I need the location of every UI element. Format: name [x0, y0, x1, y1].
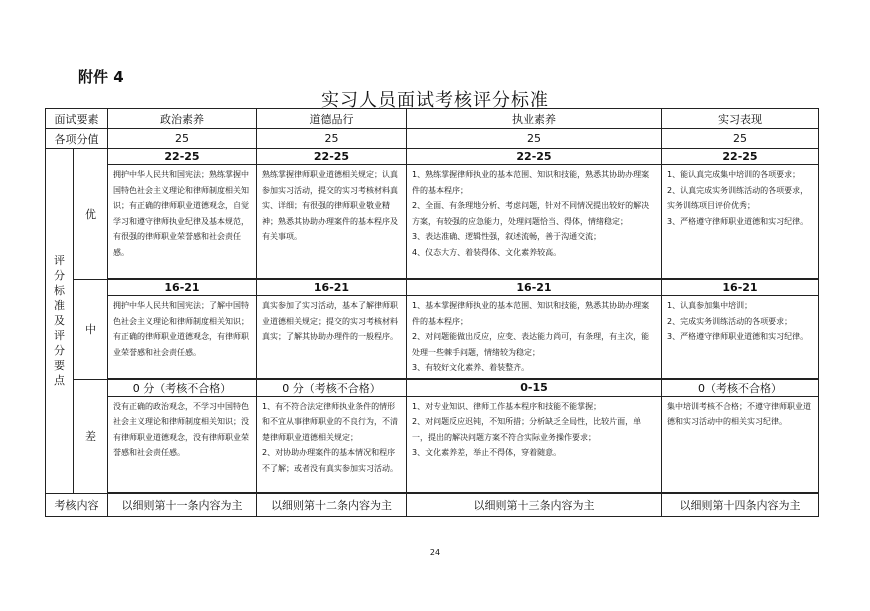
- attachment-label: 附件 4: [78, 68, 124, 86]
- criteria-cell: 1、能认真完成集中培训的各项要求； 2、认真完成实务训练活动的各项要求，实务训练项目评价优秀； 3、严格遵守律师职业道德和实习纪律。: [662, 165, 819, 279]
- criteria-cell: 拥护中华人民共和国宪法；了解中国特色社会主义理论和律师制度相关知识；有正确的律师职业道德观念，有律师职业荣誉感和社会责任感。: [108, 296, 257, 379]
- score-range: 0-15: [407, 379, 662, 396]
- group-label: 评 分 标 准 及 评 分 要 点: [46, 149, 74, 494]
- range-row-excellent: [46, 149, 819, 165]
- score-value: 25: [108, 129, 257, 149]
- level-label: 优: [74, 149, 108, 280]
- criteria-cell: 集中培训考核不合格；不遵守律师职业道德和实习活动中的相关实习纪律。: [662, 396, 819, 492]
- footer-row: [46, 493, 819, 516]
- footer-value: 以细则第十四条内容为主: [662, 493, 819, 516]
- criteria-cell: 1、认真参加集中培训； 2、完成实务训练活动的各项要求； 3、严格遵守律师职业道德和实习纪律。: [662, 296, 819, 379]
- criteria-cell: 1、熟练掌握律师执业的基本范围、知识和技能，熟悉其协助办理案件的基本程序； 2、全面、有条理地分析、考虑问题，针对不同情况提出较好的解决方案，有较强的应急能力，处理问题恰当、得体，情绪稳定； 3、表达准确、逻辑性强，叙述流畅，善于沟通交流； 4、仪态大方、着装得体、文化素养较高。: [407, 165, 662, 279]
- range-row-poor: [46, 379, 819, 396]
- criteria-cell: 真实参加了实习活动，基本了解律师职业道德相关规定；提交的实习考核材料真实；了解其协助办理件的一般程序。: [257, 296, 407, 379]
- level-label: 差: [74, 379, 108, 493]
- score-range: 22-25: [108, 149, 257, 165]
- score-range: 0 分（考核不合格）: [108, 379, 257, 396]
- range-row-medium: [46, 280, 819, 296]
- score-range: 0 分（考核不合格）: [257, 379, 407, 396]
- header-col: 实习表现: [662, 109, 819, 129]
- header-col: 道德品行: [257, 109, 407, 129]
- criteria-cell: 1、对专业知识、律师工作基本程序和技能不能掌握； 2、对问题反应迟钝，不知所措；分析缺乏全局性，比较片面，单一，提出的解决问题方案不符合实际业务操作要求； 3、文化素养差，举止不得体，穿着随意。: [407, 396, 662, 492]
- criteria-cell: 熟练掌握律师职业道德相关规定；认真参加实习活动，提交的实习考核材料真实、详细；有很强的律师职业敬业精神；熟悉其协助办理案件的基本程序及有关事项。: [257, 165, 407, 279]
- score-range: 22-25: [407, 149, 662, 165]
- criteria-cell: 没有正确的政治观念，不学习中国特色社会主义理论和律师制度相关知识；没有律师职业道德观念，没有律师职业荣誉感和社会责任感。: [108, 396, 257, 492]
- footer-value: 以细则第十三条内容为主: [407, 493, 662, 516]
- document-title: 实习人员面试考核评分标准: [321, 90, 549, 111]
- scores-label: 各项分值: [46, 129, 108, 149]
- desc-row-excellent: [46, 165, 819, 279]
- desc-row-medium: [46, 296, 819, 379]
- desc-row-poor: [46, 396, 819, 492]
- score-value: 25: [662, 129, 819, 149]
- score-range: 16-21: [662, 280, 819, 296]
- footer-value: 以细则第十二条内容为主: [257, 493, 407, 516]
- scores-row: [46, 129, 819, 149]
- page-number: 24: [429, 548, 441, 557]
- score-range: 16-21: [407, 280, 662, 296]
- score-value: 25: [407, 129, 662, 149]
- criteria-cell: 1、有不符合法定律师执业条件的情形和不宜从事律师职业的不良行为，不清楚律师职业道德相关规定； 2、对协助办理案件的基本情况和程序不了解；或者没有真实参加实习活动。: [257, 396, 407, 492]
- score-range: 22-25: [257, 149, 407, 165]
- level-label: 中: [74, 280, 108, 380]
- criteria-cell: 拥护中华人民共和国宪法；熟练掌握中国特色社会主义理论和律师制度相关知识；有正确的律师职业道德观念，自觉学习和遵守律师执业纪律及基本规范，有很强的律师职业荣誉感和社会责任感。: [108, 165, 257, 279]
- header-item: 面试要素: [46, 109, 108, 129]
- footer-value: 以细则第十一条内容为主: [108, 493, 257, 516]
- score-range: 22-25: [662, 149, 819, 165]
- criteria-cell: 1、基本掌握律师执业的基本范围、知识和技能，熟悉其协助办理案件的基本程序； 2、对问题能做出反应，应变、表达能力尚可，有条理，有主次，能处理一些棘手问题，情绪较为稳定； 3、有较好文化素养、着装整齐。: [407, 296, 662, 379]
- header-col: 执业素养: [407, 109, 662, 129]
- score-range: 0（考核不合格）: [662, 379, 819, 396]
- scoring-table: [45, 108, 819, 517]
- footer-label: 考核内容: [46, 493, 108, 516]
- score-range: 16-21: [108, 280, 257, 296]
- score-value: 25: [257, 129, 407, 149]
- header-row: [46, 109, 819, 129]
- header-col: 政治素养: [108, 109, 257, 129]
- score-range: 16-21: [257, 280, 407, 296]
